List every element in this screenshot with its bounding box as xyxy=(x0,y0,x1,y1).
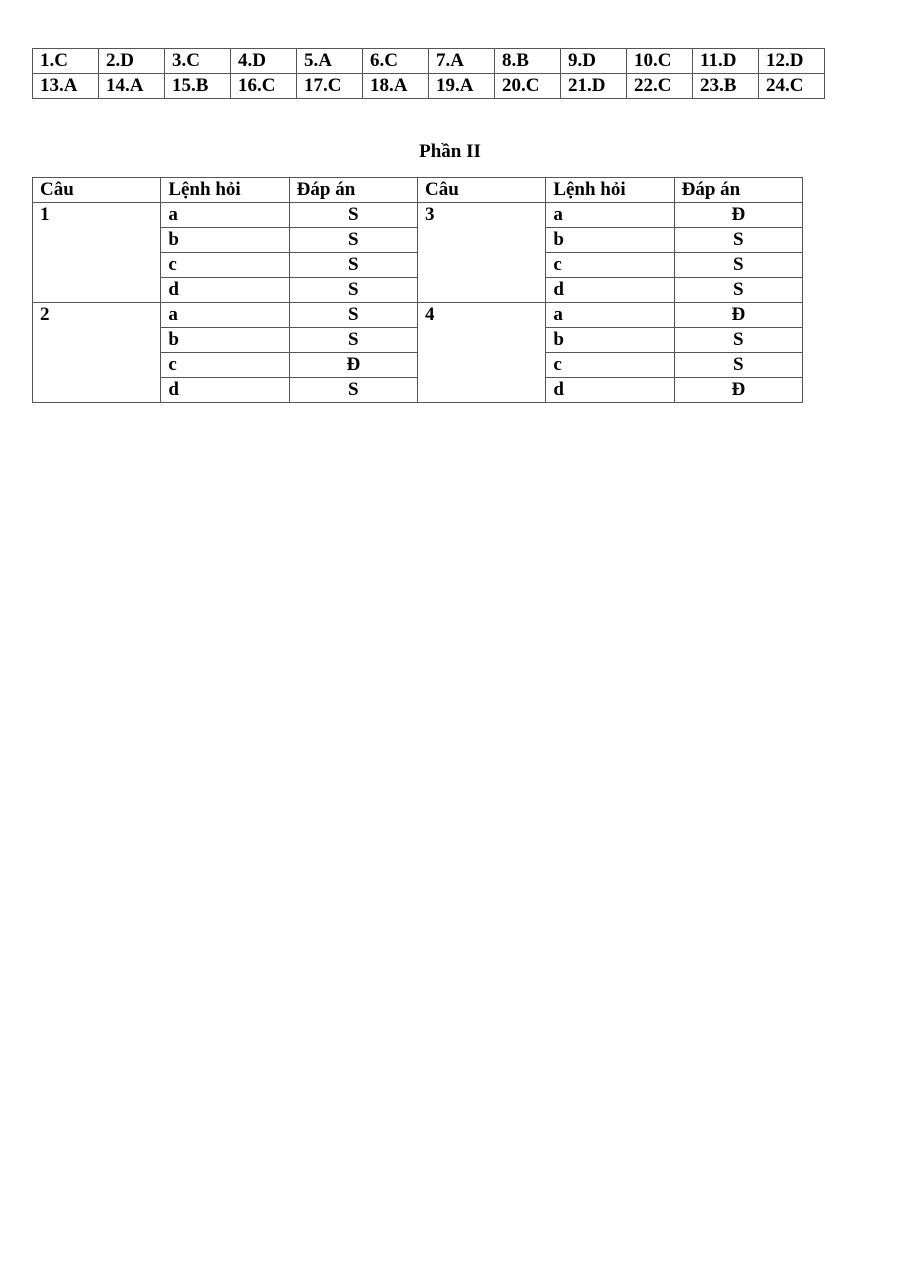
column-header: Lệnh hỏi xyxy=(546,178,674,203)
part1-answer-table xyxy=(32,48,825,99)
answer-value: S xyxy=(289,228,417,253)
column-header: Đáp án xyxy=(674,178,802,203)
question-number: 1 xyxy=(33,203,161,303)
section-heading: Phần II xyxy=(419,141,481,162)
answer-value: S xyxy=(674,278,802,303)
answer-cell: 9.D xyxy=(561,49,627,74)
question-number: 2 xyxy=(33,303,161,403)
table-row xyxy=(33,303,803,328)
sub-item-label: b xyxy=(161,328,289,353)
answer-cell: 7.A xyxy=(429,49,495,74)
answer-value: Đ xyxy=(674,303,802,328)
answer-cell: 11.D xyxy=(693,49,759,74)
sub-item-label: b xyxy=(546,328,674,353)
answer-cell: 12.D xyxy=(759,49,825,74)
answer-cell: 21.D xyxy=(561,74,627,99)
question-number: 4 xyxy=(417,303,545,403)
sub-item-label: d xyxy=(546,378,674,403)
answer-cell: 15.B xyxy=(165,74,231,99)
answer-cell: 14.A xyxy=(99,74,165,99)
answer-value: S xyxy=(289,203,417,228)
sub-item-label: c xyxy=(546,253,674,278)
sub-item-label: c xyxy=(161,353,289,378)
column-header: Câu xyxy=(33,178,161,203)
answer-value: S xyxy=(289,253,417,278)
part2-answer-table xyxy=(32,177,803,403)
answer-cell: 10.C xyxy=(627,49,693,74)
column-header: Đáp án xyxy=(289,178,417,203)
sub-item-label: d xyxy=(161,278,289,303)
sub-item-label: a xyxy=(161,203,289,228)
answer-cell: 24.C xyxy=(759,74,825,99)
answer-cell: 6.C xyxy=(363,49,429,74)
answer-cell: 20.C xyxy=(495,74,561,99)
answer-value: S xyxy=(674,253,802,278)
answer-value: S xyxy=(674,353,802,378)
sub-item-label: b xyxy=(546,228,674,253)
sub-item-label: c xyxy=(546,353,674,378)
answer-cell: 2.D xyxy=(99,49,165,74)
answer-cell: 3.C xyxy=(165,49,231,74)
table-row xyxy=(33,203,803,228)
answer-value: S xyxy=(289,303,417,328)
answer-value: S xyxy=(289,328,417,353)
answer-value: S xyxy=(289,278,417,303)
question-number: 3 xyxy=(417,203,545,303)
column-header: Lệnh hỏi xyxy=(161,178,289,203)
sub-item-label: d xyxy=(546,278,674,303)
answer-value: S xyxy=(674,328,802,353)
table-row xyxy=(33,74,825,99)
answer-value: S xyxy=(289,378,417,403)
answer-cell: 23.B xyxy=(693,74,759,99)
sub-item-label: c xyxy=(161,253,289,278)
answer-value: S xyxy=(674,228,802,253)
answer-cell: 1.C xyxy=(33,49,99,74)
table-header-row xyxy=(33,178,803,203)
answer-cell: 17.C xyxy=(297,74,363,99)
answer-value: Đ xyxy=(674,378,802,403)
column-header: Câu xyxy=(417,178,545,203)
sub-item-label: a xyxy=(161,303,289,328)
answer-cell: 19.A xyxy=(429,74,495,99)
answer-cell: 16.C xyxy=(231,74,297,99)
sub-item-label: d xyxy=(161,378,289,403)
sub-item-label: a xyxy=(546,203,674,228)
answer-cell: 22.C xyxy=(627,74,693,99)
answer-value: Đ xyxy=(674,203,802,228)
answer-cell: 4.D xyxy=(231,49,297,74)
table-row xyxy=(33,49,825,74)
answer-value: Đ xyxy=(289,353,417,378)
sub-item-label: b xyxy=(161,228,289,253)
answer-cell: 18.A xyxy=(363,74,429,99)
sub-item-label: a xyxy=(546,303,674,328)
answer-cell: 8.B xyxy=(495,49,561,74)
answer-cell: 5.A xyxy=(297,49,363,74)
answer-cell: 13.A xyxy=(33,74,99,99)
